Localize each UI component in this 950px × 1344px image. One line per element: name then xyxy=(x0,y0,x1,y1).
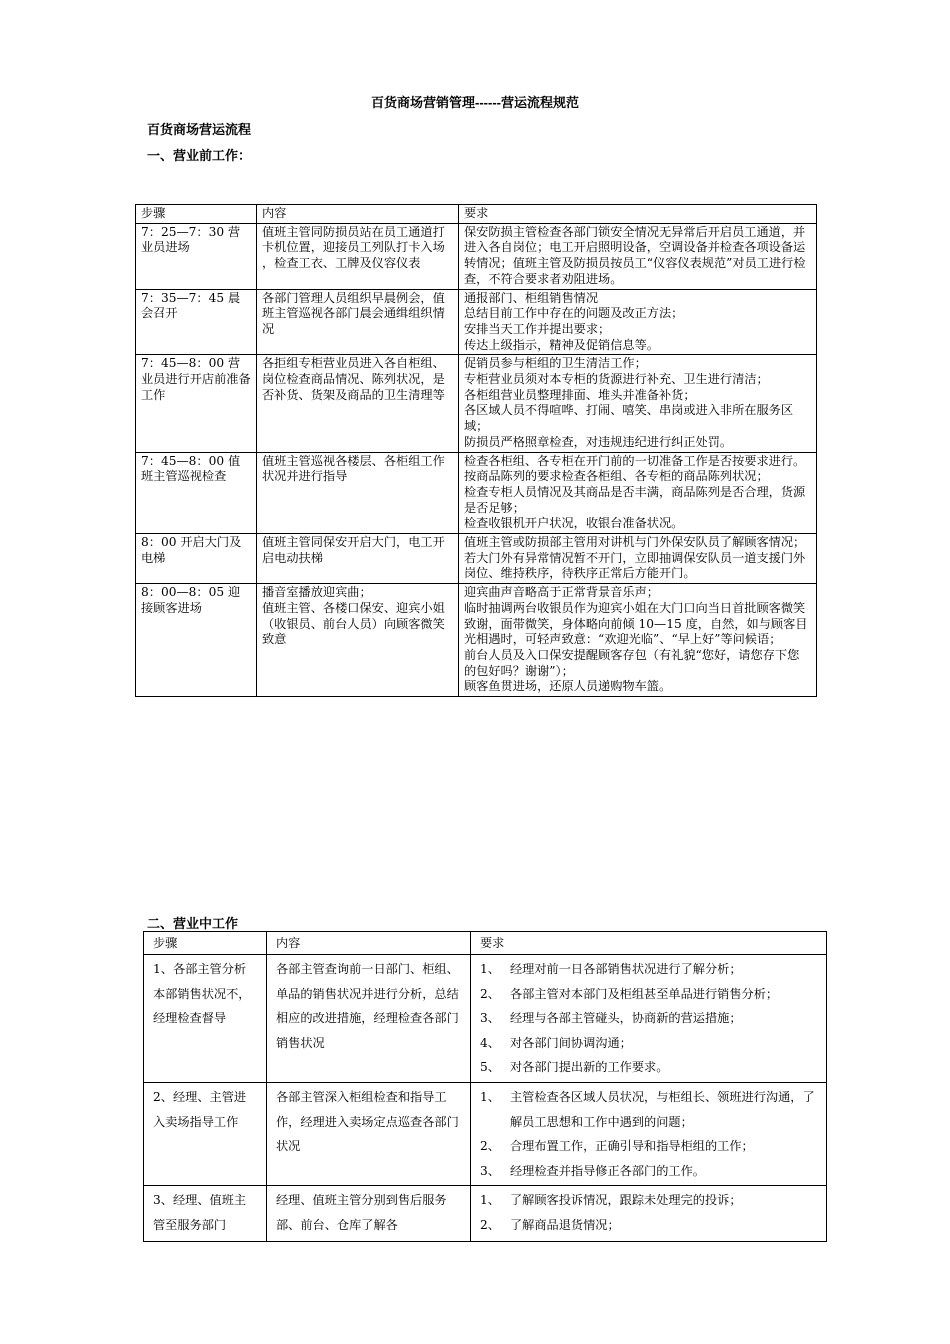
table-header-row xyxy=(136,205,817,224)
requirements-cell xyxy=(471,955,827,1083)
requirement-text: 对各部门间协调沟通； xyxy=(510,1035,632,1050)
requirement-line xyxy=(480,1188,817,1213)
requirement-line: 临时抽调两台收银员作为迎宾小姐在大门口向当日首批顾客微笑致谢，面带微笑，身体略向前倾 10—15 度，自然，如与顾客目光相遇时，可轻声致意：“欢迎光临”、“早上好”等问候语； xyxy=(464,600,808,647)
requirement-number: 1、 xyxy=(480,1089,500,1104)
step-cell: 7：35—7：45 晨会召开 xyxy=(136,289,257,355)
step-text: 3、经理、值班主管至服务部门 xyxy=(153,1193,247,1232)
content-text: 经理、值班主管分别到售后服务部、前台、仓库了解各 xyxy=(276,1193,447,1232)
requirements-cell xyxy=(459,355,817,452)
content-line: 播音室播放迎宾曲； xyxy=(262,585,372,600)
requirements-cell xyxy=(459,452,817,534)
requirement-line xyxy=(480,1085,817,1134)
content-line: 值班主管巡视各楼层、各柜组工作状况并进行指导 xyxy=(262,453,445,484)
requirement-line: 值班主管或防损部主管用对讲机与门外保安队员了解顾客情况； xyxy=(464,535,806,550)
section-subtitle: 百货商场营运流程 xyxy=(147,122,252,137)
requirements-cell xyxy=(471,1082,827,1185)
requirement-line: 传达上级指示，精神及促销信息等。 xyxy=(464,337,659,352)
step-cell: 7：45—8：00 值班主管巡视检查 xyxy=(136,452,257,534)
content-line: 值班主管、各楼口保安、迎宾小姐（收银员、前台人员）向顾客微笑致意 xyxy=(262,600,445,647)
requirement-number: 2、 xyxy=(480,1217,500,1232)
header-content: 内容 xyxy=(267,932,471,955)
table-row xyxy=(144,1082,827,1185)
requirement-line xyxy=(480,1055,817,1080)
requirements-cell xyxy=(459,584,817,697)
requirement-text: 主管检查各区域人员状况，与柜组长、领班进行沟通，了解员工思想和工作中遇到的问题； xyxy=(510,1089,815,1129)
requirements-cell xyxy=(459,534,817,584)
table-row xyxy=(144,1186,827,1242)
requirement-line: 促销员参与柜组的卫生清洁工作； xyxy=(464,356,647,371)
requirement-number: 2、 xyxy=(480,986,500,1001)
requirement-line: 专柜营业员须对本专柜的货源进行补充、卫生进行清洁； xyxy=(464,372,769,387)
requirement-line xyxy=(480,1213,817,1238)
table-header-row xyxy=(144,932,827,955)
header-step: 步骤 xyxy=(136,205,257,224)
content-cell xyxy=(257,534,459,584)
header-content: 内容 xyxy=(257,205,459,224)
requirement-line: 检查专柜人员情况及其商品是否丰满，商品陈列是否合理，货源是否足够； xyxy=(464,484,806,515)
step-cell: 8：00—8：05 迎接顾客进场 xyxy=(136,584,257,697)
content-text: 各部主管查询前一日部门、柜组、单品的销售状况并进行分析，总结相应的改进措施，经理检查各部门销售状况 xyxy=(276,962,459,1050)
requirement-line: 若大门外有异常情况暂不开门，立即抽调保安队员一道支援门外岗位、维持秩序，待秩序正常后方能开门。 xyxy=(464,550,806,581)
step-cell xyxy=(144,1082,267,1185)
requirements-cell xyxy=(459,289,817,355)
table-row xyxy=(136,355,817,452)
content-line: 各拒组专柜营业员进入各自柜组、岗位检查商品情况、陈列状况，是否补货、货架及商品的卫生清理等 xyxy=(262,356,445,402)
content-cell xyxy=(257,355,459,452)
requirement-number: 3、 xyxy=(480,1011,500,1026)
requirement-line: 各区域人员不得喧哗、打闹、嘻笑、串岗或进入非所在服务区域； xyxy=(464,403,794,434)
requirement-line: 保安防损主管检查各部门锁安全情况无异常后开启员工通道，并进入各自岗位；电工开启照明设备，空调设备并检查各项设备运转情况；值班主管及防损员按员工“仪容仪表规范”对员工进行检查，不符合要求者劝阻进场。 xyxy=(464,224,806,286)
requirement-line xyxy=(480,1006,817,1031)
requirement-text: 经理对前一日各部销售状况进行了解分析； xyxy=(510,962,742,976)
content-cell xyxy=(267,1186,471,1242)
step-text: 1、各部主管分析本部销售状况不，经理检查督导 xyxy=(153,962,251,1026)
requirement-line: 检查各柜组、各专柜在开门前的一切准备工作是否按要求进行。 xyxy=(464,453,806,468)
content-cell xyxy=(257,223,459,289)
requirement-line xyxy=(480,1159,817,1184)
header-requirements: 要求 xyxy=(471,932,827,955)
requirement-line xyxy=(480,982,817,1007)
header-requirements: 要求 xyxy=(459,205,817,224)
requirement-line: 按商品陈列的要求检查各柜组、各专柜的商品陈列状况； xyxy=(464,469,769,484)
table-row xyxy=(136,584,817,697)
requirement-number: 1、 xyxy=(480,962,500,976)
pre-opening-table xyxy=(135,204,817,697)
table-row xyxy=(136,452,817,534)
step-cell xyxy=(144,1186,267,1242)
requirement-line: 通报部门、柜组销售情况 xyxy=(464,290,599,305)
requirement-text: 了解商品退货情况； xyxy=(510,1217,620,1232)
document-title: 百货商场营销管理------营运流程规范 xyxy=(371,95,579,110)
table-row xyxy=(144,955,827,1083)
content-cell xyxy=(267,955,471,1083)
requirement-text: 经理检查并指导修正各部门的工作。 xyxy=(510,1163,705,1178)
content-line: 值班主管同保安开启大门，电工开启电动扶梯 xyxy=(262,535,445,565)
requirements-cell xyxy=(459,223,817,289)
step-cell: 8：00 开启大门及电梯 xyxy=(136,534,257,584)
table-row xyxy=(136,289,817,355)
requirement-line: 迎宾曲声音略高于正常背景音乐声； xyxy=(464,585,659,600)
requirement-text: 对各部门提出新的工作要求。 xyxy=(510,1060,669,1075)
step-text: 2、经理、主管进入卖场指导工作 xyxy=(153,1089,247,1129)
requirement-number: 2、 xyxy=(480,1139,500,1154)
requirement-line xyxy=(480,1134,817,1159)
requirement-text: 经理与各部主管碰头，协商新的营运措施； xyxy=(510,1011,742,1026)
requirement-number: 5、 xyxy=(480,1060,500,1075)
table-row xyxy=(136,223,817,289)
requirement-line xyxy=(480,1031,817,1056)
in-business-table xyxy=(143,931,827,1242)
header-step: 步骤 xyxy=(144,932,267,955)
step-cell: 7：25—7：30 营业员进场 xyxy=(136,223,257,289)
requirement-line: 顾客鱼贯进场，还原人员递购物车篮。 xyxy=(464,679,672,694)
requirement-number: 1、 xyxy=(480,1193,500,1208)
requirement-line: 防损员严格照章检查，对违规违纪进行纠正处罚。 xyxy=(464,434,733,449)
requirement-line xyxy=(480,957,817,982)
content-text: 各部主管深入柜组检查和指导工作，经理进入卖场定点巡查各部门状况 xyxy=(276,1089,459,1154)
requirement-text: 合理布置工作，正确引导和指导柜组的工作； xyxy=(510,1139,754,1154)
table-row xyxy=(136,534,817,584)
requirement-number: 4、 xyxy=(480,1035,500,1050)
section1-heading: 一、营业前工作： xyxy=(147,148,252,163)
content-cell xyxy=(257,452,459,534)
content-line: 值班主管同防损员站在员工通道打卡机位置，迎接员工列队打卡入场 ，检查工衣、工牌及仪容仪表 xyxy=(262,224,445,271)
requirement-line: 总结目前工作中存在的问题及改正方法； xyxy=(464,306,684,321)
requirement-number: 3、 xyxy=(480,1163,500,1178)
step-cell: 7：45—8：00 营业员进行开店前准备工作 xyxy=(136,355,257,452)
requirement-line: 安排当天工作并提出要求； xyxy=(464,321,611,336)
content-cell xyxy=(257,289,459,355)
requirement-text: 各部主管对本部门及柜组甚至单品进行销售分析； xyxy=(510,986,779,1001)
requirements-cell xyxy=(471,1186,827,1242)
requirement-text: 了解顾客投诉情况，跟踪未处理完的投诉； xyxy=(510,1193,742,1208)
requirement-line: 各柜组营业员整理排面、堆头并准备补货； xyxy=(464,387,696,402)
content-cell xyxy=(267,1082,471,1185)
section2-heading: 二、营业中工作 xyxy=(147,916,239,931)
content-cell xyxy=(257,584,459,697)
requirement-line: 检查收银机开户状况，收银台准备状况。 xyxy=(464,516,684,531)
step-cell xyxy=(144,955,267,1083)
requirement-line: 前台人员及入口保安提醒顾客存包（有礼貌“您好，请您存下您的包好吗？谢谢”）； xyxy=(464,647,800,678)
content-line: 各部门管理人员组织早晨例会，值班主管巡视各部门晨会通缉组织情况 xyxy=(262,290,445,336)
